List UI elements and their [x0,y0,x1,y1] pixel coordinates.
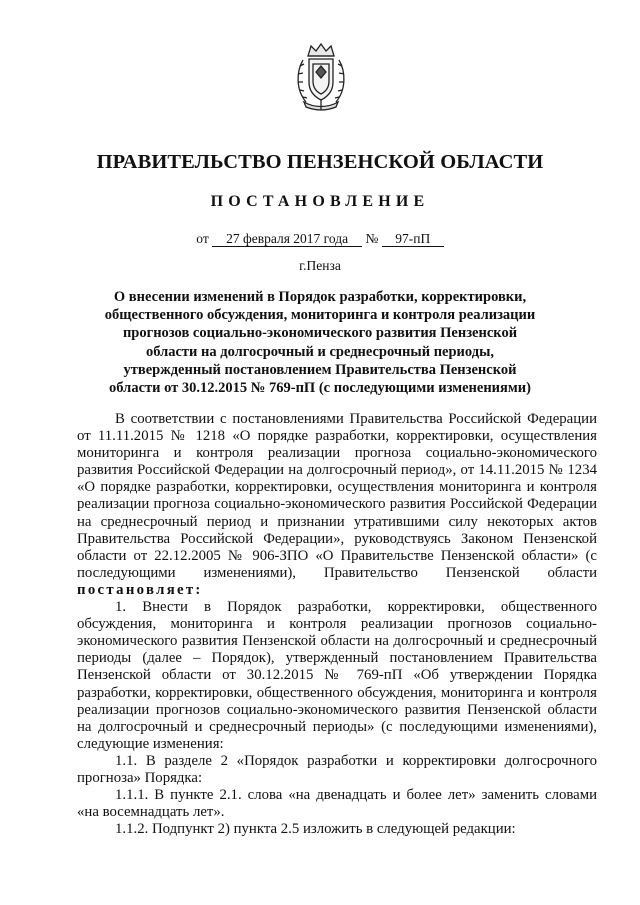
date-number-line [0,231,640,247]
paragraph-1-1-1: 1.1.1. В пункте 2.1. слова «на двенадцать и более лет» заменить словами «на восемнадцать лет». [77,787,597,821]
number-sign: № [365,231,379,246]
city: г.Пенза [299,258,341,273]
document-number: 97-пП [382,231,444,247]
government-title: ПРАВИТЕЛЬСТВО ПЕНЗЕНСКОЙ ОБЛАСТИ [96,151,544,173]
paragraph-1-1: 1.1. В разделе 2 «Порядок разработки и корректировки долгосрочного прогноза» Порядка: [77,752,597,786]
document-type: ПОСТАНОВЛЕНИЕ [210,193,430,210]
paragraph-1: 1. Внести в Порядок разработки, корректировки, общественного обсуждения, мониторинга и контроля реализации прогнозов социально-экономического развития Пензенской области на долгосрочный и среднесрочный периоды (далее – Порядок), утвержденный постановлением Правительства Пензенской области от 30.12.2015 № 769-пП «Об утверждении Порядка разработки, корректировки, общественного обсуждения, мониторинга и контроля реализации прогнозов социально-экономического развития Пензенской области на долгосрочный и среднесрочный периоды» (с последующими изменениями), следующие изменения: [77,599,597,752]
document-body [77,411,597,838]
date-prefix: от [196,231,209,246]
paragraph-1-1-2: 1.1.2. Подпункт 2) пункта 2.5 изложить в следующей редакции: [115,821,516,838]
document-subject: О внесении изменений в Порядок разработки, корректировки, общественного обсуждения, мониторинга и контроля реализации прогнозов социально-экономического развития Пензенской области на долгосрочный и среднесрочный периоды, утвержденный постановлением Правительства Пензенской области от 30.12.2015 № 769-пП (с последующими изменениями) [104,289,536,397]
coat-of-arms-emblem [294,42,348,112]
preamble-paragraph [77,411,597,599]
decree-word: постановляет: [77,581,203,598]
preamble-text: В соответствии с постановлениями Правительства Российской Федерации от 11.11.2015 № 1218 «О порядке разработки, корректировки, осуществления мониторинга и контроля реализации прогноза социально-экономического развития Российской Федерации на долгосрочный период», от 14.11.2015 № 1234 «О порядке разработки, корректировки, осуществления мониторинга и контроля реализации прогноза социально-экономического развития Российской Федерации на среднесрочный период и признании утратившими силу некоторых актов Правительства Российской Федерации», руководствуясь Законом Пензенской области от 22.12.2005 № 906-ЗПО «О Правительстве Пензенской области» (с последующими изменениями), Правительство Пензенской области [77,411,597,581]
document-date: 27 февраля 2017 года [212,231,362,247]
